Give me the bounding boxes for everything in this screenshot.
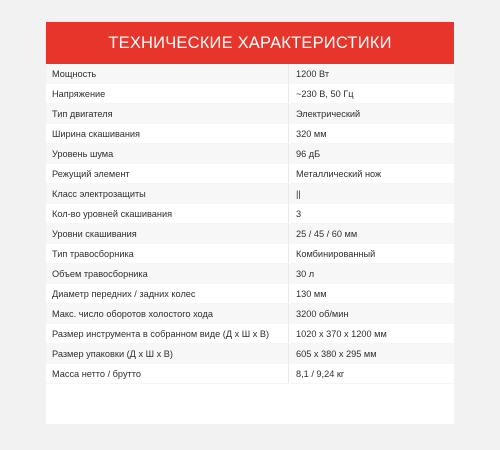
- spec-value: 1200 Вт: [289, 64, 455, 84]
- spec-value: 30 л: [289, 264, 455, 284]
- spec-value: 3: [289, 204, 455, 224]
- table-row: [46, 244, 454, 264]
- spec-label: Масса нетто / брутто: [46, 364, 289, 384]
- spec-label: Уровень шума: [46, 144, 289, 164]
- spec-label: Макс. число оборотов холостого хода: [46, 304, 289, 324]
- spec-title: ТЕХНИЧЕСКИЕ ХАРАКТЕРИСТИКИ: [108, 33, 392, 52]
- table-row: [46, 64, 454, 84]
- table-row: [46, 264, 454, 284]
- spec-label: Тип травосборника: [46, 244, 289, 264]
- spec-card: [46, 22, 454, 424]
- table-row: [46, 324, 454, 344]
- table-row: [46, 284, 454, 304]
- spec-value: Комбинированный: [289, 244, 455, 264]
- spec-value: 605 х 380 х 295 мм: [289, 344, 455, 364]
- spec-value: ~230 В, 50 Гц: [289, 84, 455, 104]
- spec-value: Электрический: [289, 104, 455, 124]
- table-row: [46, 124, 454, 144]
- spec-label: Режущий элемент: [46, 164, 289, 184]
- spec-table-body: [46, 64, 454, 384]
- spec-label: Класс электрозащиты: [46, 184, 289, 204]
- spec-label: Уровни скашивания: [46, 224, 289, 244]
- spec-label: Мощность: [46, 64, 289, 84]
- spec-value: 320 мм: [289, 124, 455, 144]
- spec-value: Металлический нож: [289, 164, 455, 184]
- spec-value: 1020 х 370 х 1200 мм: [289, 324, 455, 344]
- table-row: [46, 104, 454, 124]
- spec-label: Тип двигателя: [46, 104, 289, 124]
- spec-label: Объем травосборника: [46, 264, 289, 284]
- table-row: [46, 164, 454, 184]
- spec-value: 8,1 / 9,24 кг: [289, 364, 455, 384]
- spec-label: Ширина скашивания: [46, 124, 289, 144]
- spec-value: ||: [289, 184, 455, 204]
- table-row: [46, 184, 454, 204]
- spec-value: 96 дБ: [289, 144, 455, 164]
- spec-header: [46, 22, 454, 64]
- table-row: [46, 144, 454, 164]
- table-row: [46, 84, 454, 104]
- spec-label: Размер упаковки (Д х Ш х В): [46, 344, 289, 364]
- table-row: [46, 364, 454, 384]
- spec-value: 130 мм: [289, 284, 455, 304]
- spec-label: Размер инструмента в собранном виде (Д х Ш х В): [46, 324, 289, 344]
- spec-label: Кол-во уровней скашивания: [46, 204, 289, 224]
- table-row: [46, 224, 454, 244]
- spec-label: Напряжение: [46, 84, 289, 104]
- spec-label: Диаметр передних / задних колес: [46, 284, 289, 304]
- table-row: [46, 304, 454, 324]
- spec-value: 25 / 45 / 60 мм: [289, 224, 455, 244]
- spec-table: [46, 64, 454, 384]
- spec-value: 3200 об/мин: [289, 304, 455, 324]
- table-row: [46, 204, 454, 224]
- table-row: [46, 344, 454, 364]
